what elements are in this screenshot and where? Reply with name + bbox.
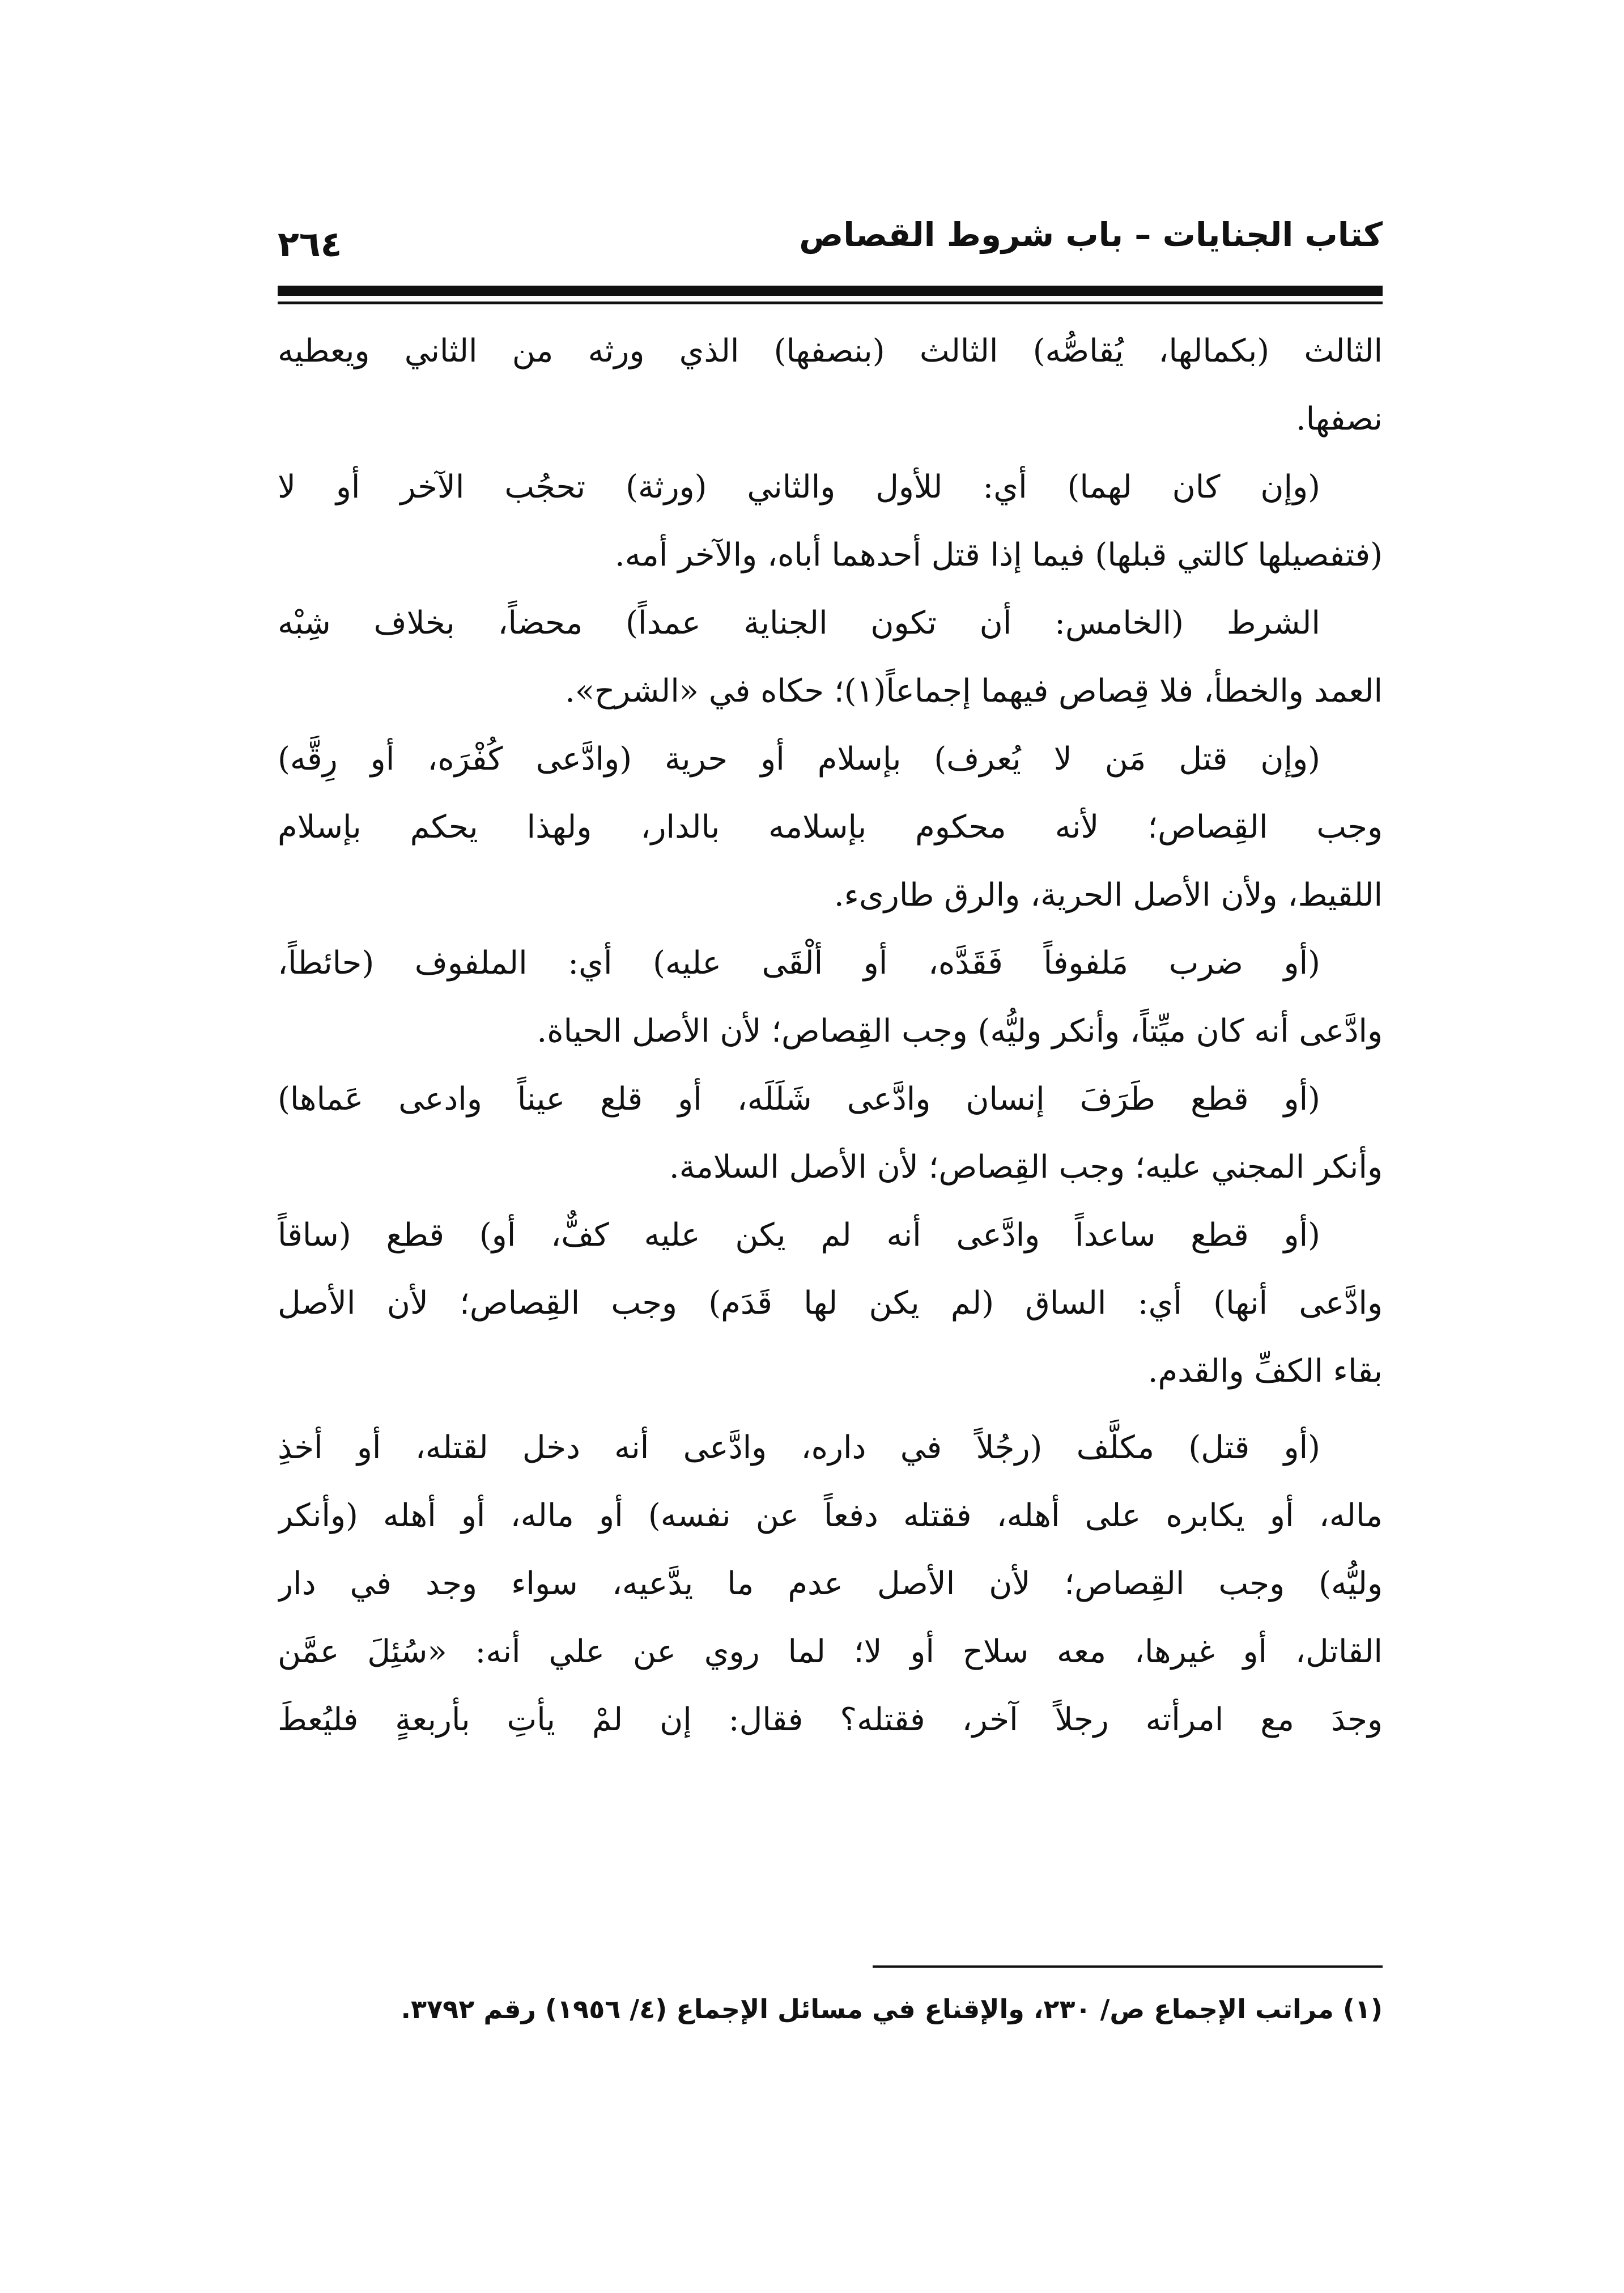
text-line: (أو قتل) مكلَّف (رجُلاً في داره، وادَّعى أنه دخل لقتله، أو أخذِ bbox=[278, 1429, 1320, 1466]
text-line: وليُّه) وجب القِصاص؛ لأن الأصل عدم ما يدَّعيه، سواء وجد في دار bbox=[278, 1565, 1383, 1602]
text-line: الشرط (الخامس: أن تكون الجناية عمداً) محضاً، بخلاف شِبْه bbox=[278, 605, 1320, 642]
text-line: الثالث (بكمالها، يُقاصُّه) الثالث (بنصفها) الذي ورثه من الثاني ويعطيه bbox=[278, 333, 1383, 370]
text-line: العمد والخطأ، فلا قِصاص فيهما إجماعاً(١)؛ حكاه في «الشرح». bbox=[565, 673, 1383, 710]
footnote: (١) مراتب الإجماع ص/ ٢٣٠، والإقناع في مسائل الإجماع (٤/ ١٩٥٦) رقم ٣٧٩٢. bbox=[401, 1994, 1383, 2024]
text-line: (فتفصيلها كالتي قبلها) فيما إذا قتل أحدهما أباه، والآخر أمه. bbox=[614, 537, 1383, 574]
text-line: وادَّعى أنها) أي: الساق (لم يكن لها قَدَم) وجب القِصاص؛ لأن الأصل bbox=[278, 1285, 1383, 1322]
header-rule-thick bbox=[278, 286, 1383, 296]
text-line: (وإن كان لهما) أي: للأول والثاني (ورثة) تحجُب الآخر أو لا bbox=[278, 469, 1320, 506]
text-line: نصفها. bbox=[1295, 401, 1383, 438]
text-line: وجب القِصاص؛ لأنه محكوم بإسلامه بالدار، ولهذا يحكم بإسلام bbox=[278, 809, 1383, 846]
text-line: القاتل، أو غيرها، معه سلاح أو لا؛ لما روي عن علي أنه: «سُئِلَ عمَّن bbox=[278, 1633, 1383, 1670]
text-line: اللقيط، ولأن الأصل الحرية، والرق طارىء. bbox=[834, 877, 1383, 914]
text-line: (أو قطع طَرَفَ إنسان وادَّعى شَلَلَه، أو قلع عيناً وادعى عَماها) bbox=[278, 1081, 1320, 1118]
footnote-separator bbox=[873, 1965, 1383, 1968]
text-line: ماله، أو يكابره على أهله، فقتله دفعاً عن نفسه) أو ماله، أو أهله (وأنكر bbox=[278, 1497, 1383, 1534]
text-line: بقاء الكفِّ والقدم. bbox=[1147, 1353, 1383, 1390]
page-number: ٢٦٤ bbox=[278, 223, 342, 265]
text-line: وأنكر المجني عليه؛ وجب القِصاص؛ لأن الأصل السلامة. bbox=[669, 1149, 1383, 1186]
chapter-title: كتاب الجنايات – باب شروط القصاص bbox=[799, 215, 1383, 254]
text-line: (وإن قتل مَن لا يُعرف) بإسلام أو حرية (وادَّعى كُفْرَه، أو رِقَّه) bbox=[278, 741, 1320, 778]
text-line: (أو قطع ساعداً وادَّعى أنه لم يكن عليه كفٌّ، أو) قطع (ساقاً bbox=[278, 1217, 1320, 1254]
running-header bbox=[278, 204, 1383, 283]
text-line: (أو ضرب مَلفوفاً فَقَدَّه، أو ألْقَى عليه) أي: الملفوف (حائطاً، bbox=[278, 945, 1320, 982]
text-line: وادَّعى أنه كان ميِّتاً، وأنكر وليُّه) وجب القِصاص؛ لأن الأصل الحياة. bbox=[537, 1013, 1383, 1050]
header-rule-thin bbox=[278, 302, 1383, 304]
text-line: وجدَ مع امرأته رجلاً آخر، فقتله؟ فقال: إن لمْ يأتِ بأربعةٍ فليُعطَ bbox=[278, 1701, 1383, 1738]
